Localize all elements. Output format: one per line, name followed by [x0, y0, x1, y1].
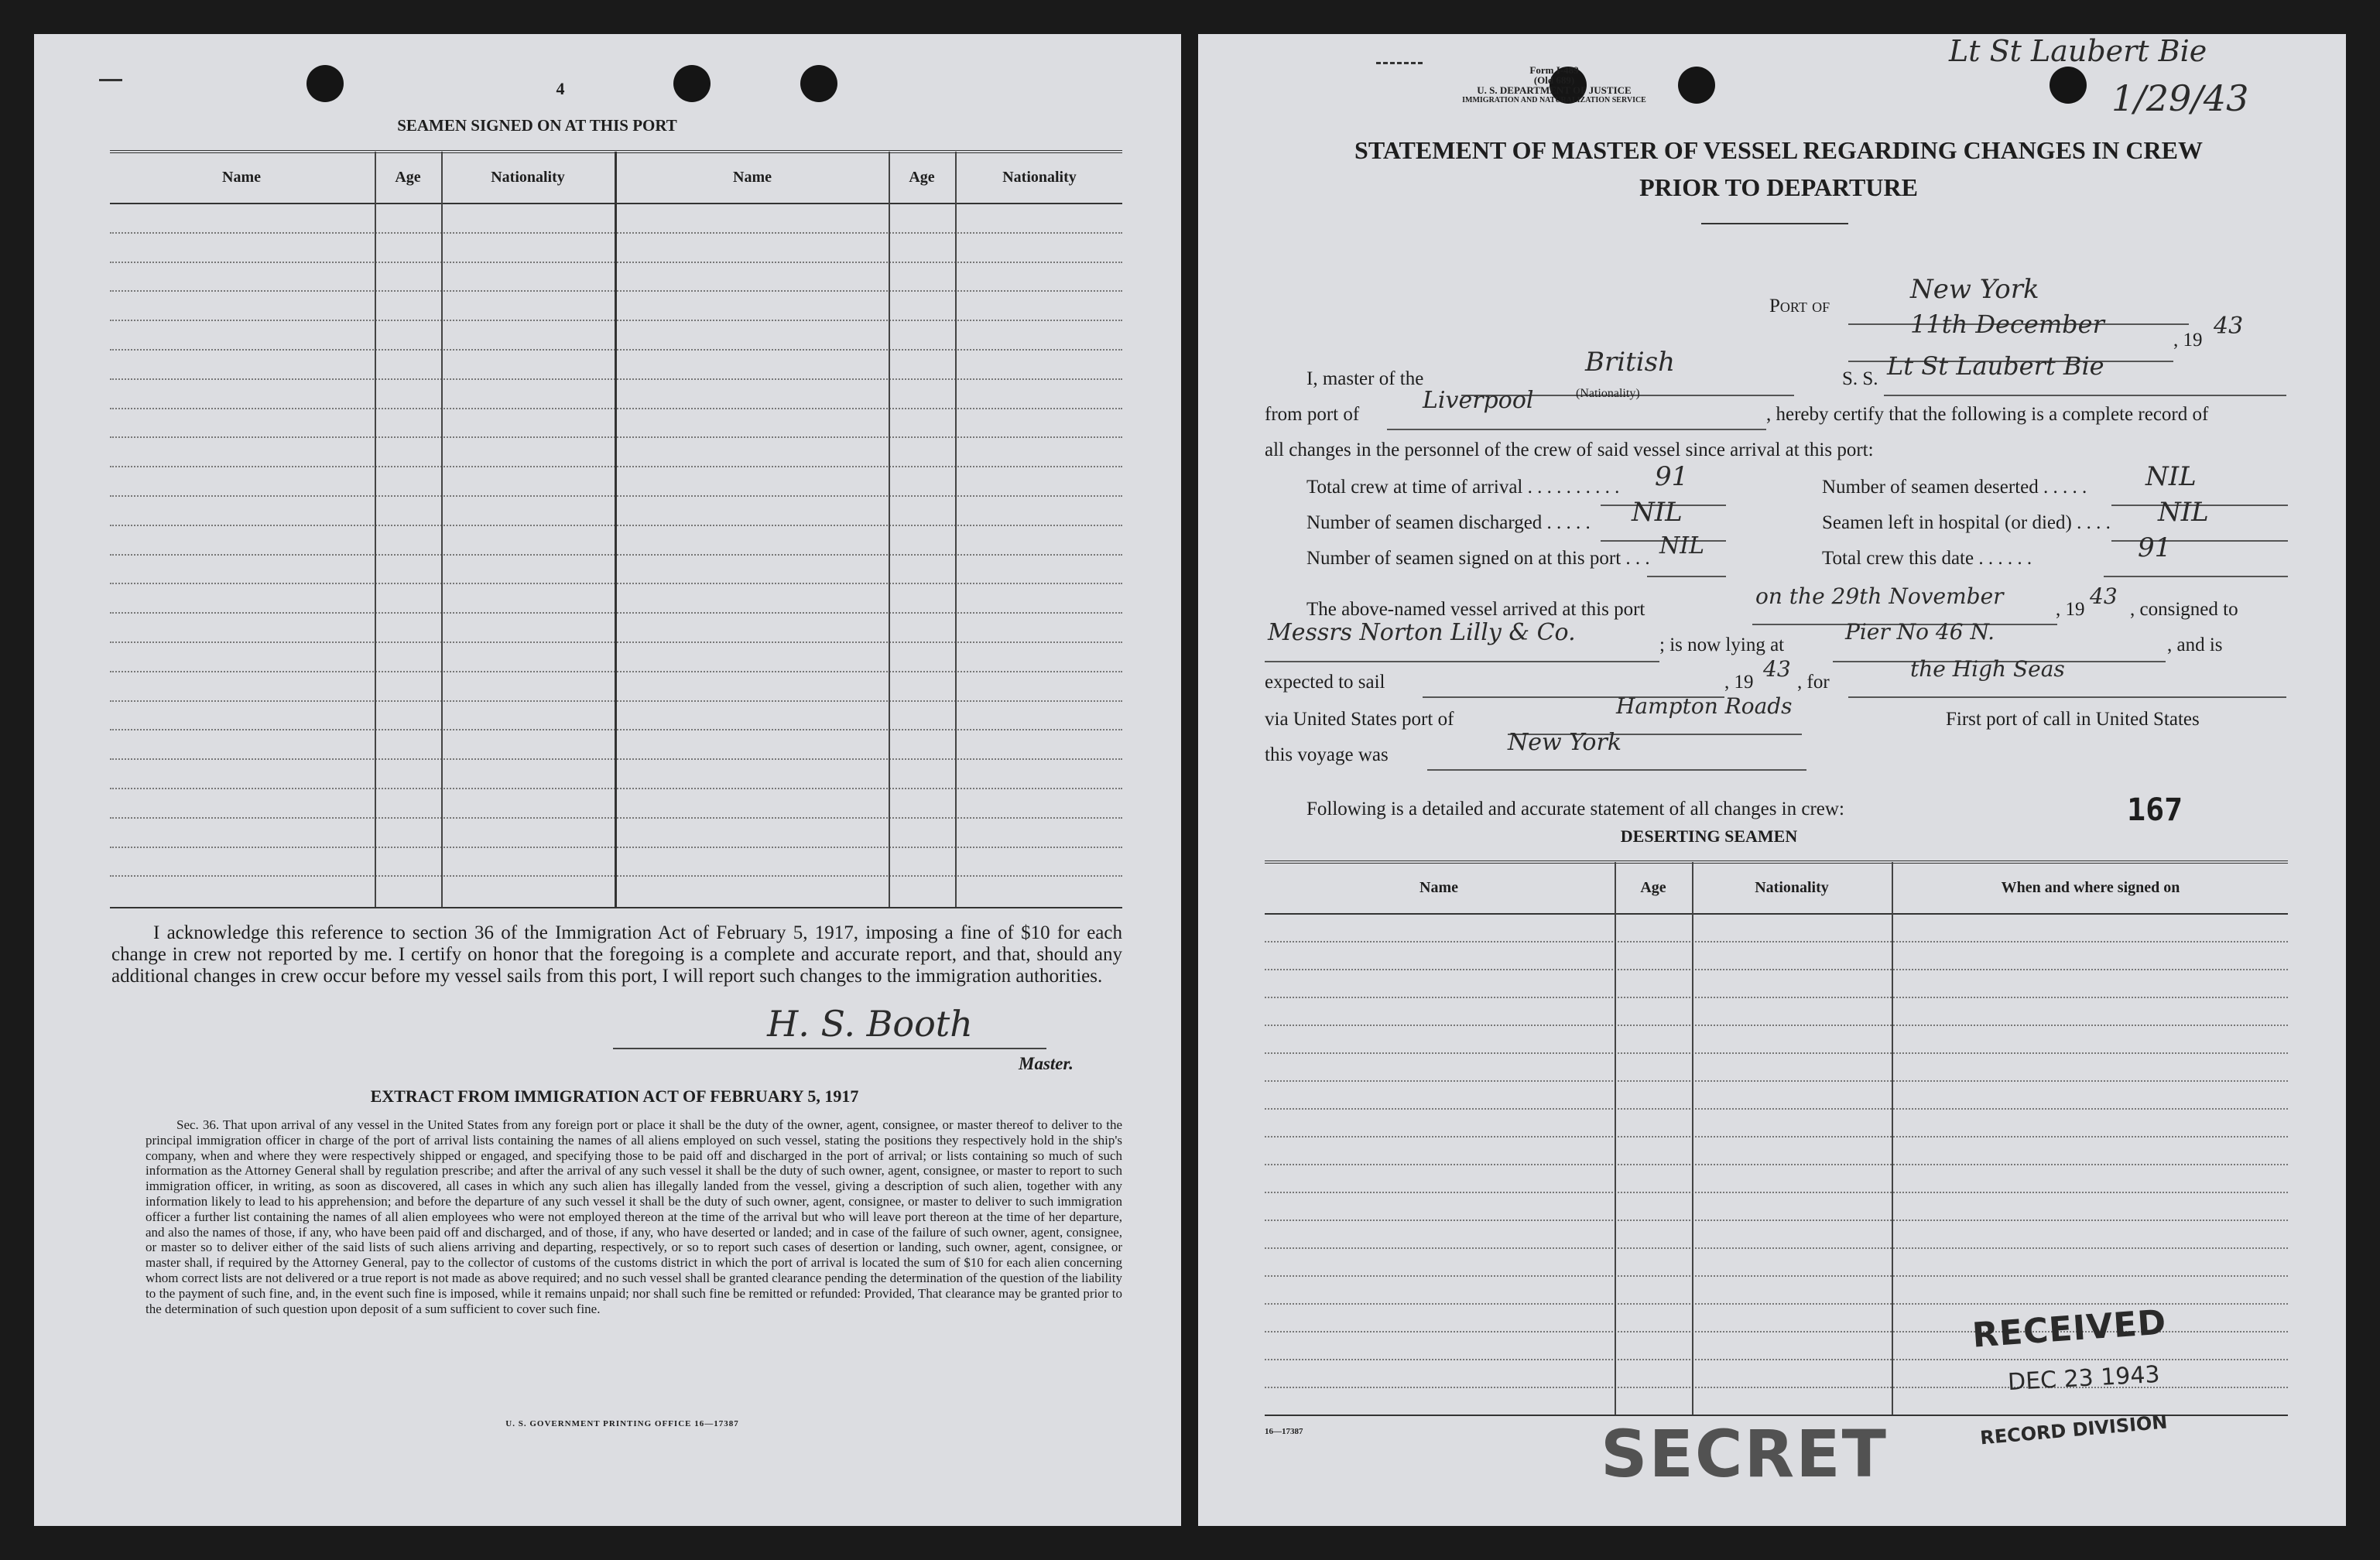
arrived-on-value: on the 29th November	[1755, 583, 2004, 609]
field-line	[1647, 576, 1726, 577]
section-title: SEAMEN SIGNED ON AT THIS PORT	[397, 116, 677, 135]
table-bottom-rule	[110, 907, 1122, 908]
table-row-line	[1265, 1052, 2288, 1054]
page-number: 167	[2127, 792, 2183, 828]
signature-label: Master.	[1019, 1054, 1074, 1073]
table-row-line	[1265, 1080, 2288, 1082]
column-divider	[615, 152, 617, 907]
table-row-line	[1265, 1025, 2288, 1026]
year-prefix: , 19	[2173, 330, 2203, 351]
from-port-label: from port of	[1265, 404, 1360, 425]
via-port-value: Hampton Roads	[1616, 693, 1793, 719]
ss-label: S. S.	[1842, 368, 1878, 389]
seamen-hospital-value: NIL	[2158, 497, 2209, 528]
seamen-discharged-label: Number of seamen discharged . . . . .	[1306, 512, 1591, 533]
column-divider	[1892, 862, 1893, 1415]
acknowledgement-text: I acknowledge this reference to section 36 of the Immigration Act of February 5, 1917, imposing a fine of $10 for each change in crew not reported by me. I certify on honor that the foregoing is a complete and accurate report, and that, should any additional changes in crew occur before my vessel sails from this port, I will report such changes to the immigration authorities.	[111, 922, 1122, 987]
table-row-line	[1265, 1164, 2288, 1165]
col-header-age: Age	[1640, 879, 1666, 896]
lying-at-value: Pier No 46 N.	[1845, 619, 1995, 645]
form-subtitle: PRIOR TO DEPARTURE	[1639, 173, 1918, 201]
total-crew-date-value: 91	[2138, 532, 2172, 563]
from-port-value: Liverpool	[1423, 387, 1534, 414]
consigned-to-label: , consigned to	[2130, 599, 2238, 620]
column-divider	[441, 152, 443, 907]
arrived-year-value: 43	[2090, 583, 2118, 609]
sail-year-prefix: , 19	[1724, 672, 1754, 693]
table-row-line	[1265, 941, 2288, 942]
extract-text: Sec. 36. That upon arrival of any vessel in the United States from any foreign port or place it shall be the duty of the owner, agent, consignee, or master thereof to deliver to the principal immigration officer in charge of the port of arrival lists containing the names of all aliens employed on such vessel, stating the positions they respectively hold in the ship's company, when and where they were respectively shipped or engaged, and specifying those to be paid off and discharged in the port of arrival; or lists containing so much of such information as the Attorney General shall by regulation prescribe; and after the arrival of any such vessel it shall be the duty of such owner, agent, consignee, or master to report to such immigration officer, in writing, as soon as discovered, all cases in which any such alien has illegally landed from the vessel, giving a description of such alien, together with any information likely to lead to his apprehension; and before the departure of any such vessel it shall be the duty of such owner, agent, consignee, or master to deliver to such immigration officer a further list containing the names of all alien employees who were not employed thereon at the time of the arrival but who will leave port thereon at the time of her departure, and also the names of those, if any, who have been paid off and discharged, and of those, if any, who have deserted or landed; and in case of the failure of such owner, agent, consignee, or master so to deliver either of the said lists of such aliens arriving and departing, respectively, or so to report such cases of desertion or landing, such owner, agent, consignee, or master shall, if required by the Attorney General, pay to the collector of customs of the customs district in which the port of arrival is located the sum of $10 for each alien concerning whom correct lists are not delivered or a true report is not made as above required; and no such vessel shall be granted clearance pending the determination of the question of the liability to the payment of such fine, and, in the event such fine is imposed, while it remains unpaid; nor shall such fine be remitted or refunded: Provided, That clearance may be granted prior to the determination of such question upon deposit of a sum sufficient to cover such fine.	[146, 1117, 1122, 1316]
field-line	[1265, 661, 1659, 662]
table-row-line	[1265, 997, 2288, 998]
extract-title: EXTRACT FROM IMMIGRATION ACT OF FEBRUARY 5, 1917	[370, 1086, 859, 1106]
certify-text: , hereby certify that the following is a complete record of	[1766, 404, 2209, 425]
field-line	[1848, 696, 2286, 698]
column-divider	[1615, 862, 1616, 1415]
this-voyage-label: this voyage was	[1265, 744, 1389, 765]
right-page	[1198, 34, 2346, 1526]
table-row-line	[1265, 1136, 2288, 1138]
total-crew-date-label: Total crew this date . . . . . .	[1822, 548, 2032, 569]
master-signature: H. S. Booth	[767, 1003, 973, 1045]
corner-note-ship: Lt St Laubert Bie	[1949, 34, 2207, 68]
for-label: , for	[1797, 672, 1830, 693]
column-divider	[955, 152, 957, 907]
ship-name-value: Lt St Laubert Bie	[1887, 351, 2104, 381]
table-row-line	[1265, 1108, 2288, 1110]
date-value: 11th December	[1910, 310, 2104, 339]
nationality-caption: (Nationality)	[1576, 387, 1640, 400]
table-row-line	[1265, 1247, 2288, 1249]
master-of-label: I, master of the	[1306, 368, 1424, 389]
sail-year-value: 43	[1763, 656, 1791, 682]
signature-line	[613, 1048, 1046, 1049]
seamen-signed-on-value: NIL	[1659, 532, 1705, 559]
destination-value: the High Seas	[1910, 656, 2065, 682]
received-date-stamp: DEC 23 1943	[2007, 1360, 2161, 1397]
expected-sail-label: expected to sail	[1265, 672, 1385, 693]
header-rule	[1265, 913, 2288, 915]
now-lying-label: ; is now lying at	[1659, 635, 1785, 655]
col-header-name: Name	[1419, 879, 1458, 896]
col-header-nationality: Nationality	[1755, 879, 1829, 896]
seamen-discharged-value: NIL	[1632, 497, 1683, 528]
seamen-deserted-label: Number of seamen deserted . . . . .	[1822, 477, 2087, 498]
table-row-line	[1265, 1359, 2288, 1360]
punch-hole	[306, 65, 344, 102]
left-page	[34, 34, 1181, 1526]
all-changes-text: all changes in the personnel of the crew of said vessel since arrival at this port:	[1265, 440, 1874, 460]
arrived-year-prefix: , 19	[2056, 599, 2085, 620]
nationality-value: British	[1585, 347, 1675, 378]
field-line	[1387, 429, 1766, 430]
field-line	[1884, 395, 2286, 396]
table-row-line	[1265, 1275, 2288, 1277]
deserting-title: DESERTING SEAMEN	[1620, 826, 1798, 846]
first-port-value: New York	[1508, 729, 1621, 756]
vessel-arrived-label: The above-named vessel arrived at this port	[1306, 599, 1645, 620]
col-header-nationality: Nationality	[491, 169, 565, 186]
column-divider	[1692, 862, 1693, 1415]
pencil-mark	[99, 79, 122, 81]
received-stamp: RECEIVED	[1971, 1302, 2168, 1356]
field-line	[1427, 769, 1806, 771]
via-port-label: via United States port of	[1265, 709, 1454, 730]
port-of-label: Port of	[1769, 296, 1830, 316]
total-crew-arrival-label: Total crew at time of arrival . . . . . . . . . .	[1306, 477, 1620, 498]
table-top-rule	[1265, 860, 2288, 864]
col-header-nationality: Nationality	[1002, 169, 1077, 186]
secret-stamp: SECRET	[1601, 1416, 1888, 1492]
record-division-stamp: RECORD DIVISION	[1979, 1411, 2169, 1449]
total-crew-arrival-value: 91	[1655, 461, 1689, 492]
seamen-deserted-value: NIL	[2145, 461, 2197, 492]
table-row-line	[1265, 969, 2288, 970]
footer-code: 16—17387	[1265, 1427, 1303, 1436]
punch-hole	[800, 65, 837, 102]
table-row-line	[1265, 1220, 2288, 1221]
form-old-id: (Old 689)	[1533, 74, 1575, 86]
col-header-name: Name	[222, 169, 261, 186]
col-header-name: Name	[733, 169, 772, 186]
printer-note: U. S. GOVERNMENT PRINTING OFFICE 16—17387	[505, 1419, 739, 1428]
seamen-signed-on-label: Number of seamen signed on at this port . . .	[1306, 548, 1650, 569]
page-number: 4	[556, 79, 565, 98]
column-divider	[375, 152, 376, 907]
pencil-mark	[1376, 62, 1423, 64]
first-port-label: First port of call in United States	[1946, 709, 2200, 730]
corner-note-date: 1/29/43	[2111, 77, 2249, 119]
year-value: 43	[2214, 313, 2244, 340]
col-header-age: Age	[395, 169, 421, 186]
form-id: Form I-489	[1529, 64, 1579, 76]
consignee-value: Messrs Norton Lilly & Co.	[1268, 619, 1576, 646]
punch-hole	[2050, 67, 2087, 104]
column-divider	[889, 152, 890, 907]
service: IMMIGRATION AND NATURALIZATION SERVICE	[1462, 96, 1646, 104]
punch-hole	[673, 65, 711, 102]
department: U. S. DEPARTMENT OF JUSTICE	[1477, 84, 1632, 96]
table-row-line	[1265, 1192, 2288, 1193]
seamen-hospital-label: Seamen left in hospital (or died) . . . .	[1822, 512, 2111, 533]
col-header-age: Age	[909, 169, 935, 186]
following-text: Following is a detailed and accurate statement of all changes in crew:	[1306, 799, 1844, 819]
and-is-label: , and is	[2167, 635, 2223, 655]
port-value: New York	[1910, 274, 2039, 305]
col-header-signed-on: When and where signed on	[2001, 879, 2180, 896]
field-line	[2104, 576, 2288, 577]
form-title: STATEMENT OF MASTER OF VESSEL REGARDING CHANGES IN CREW	[1354, 136, 2203, 164]
title-rule	[1701, 223, 1848, 224]
